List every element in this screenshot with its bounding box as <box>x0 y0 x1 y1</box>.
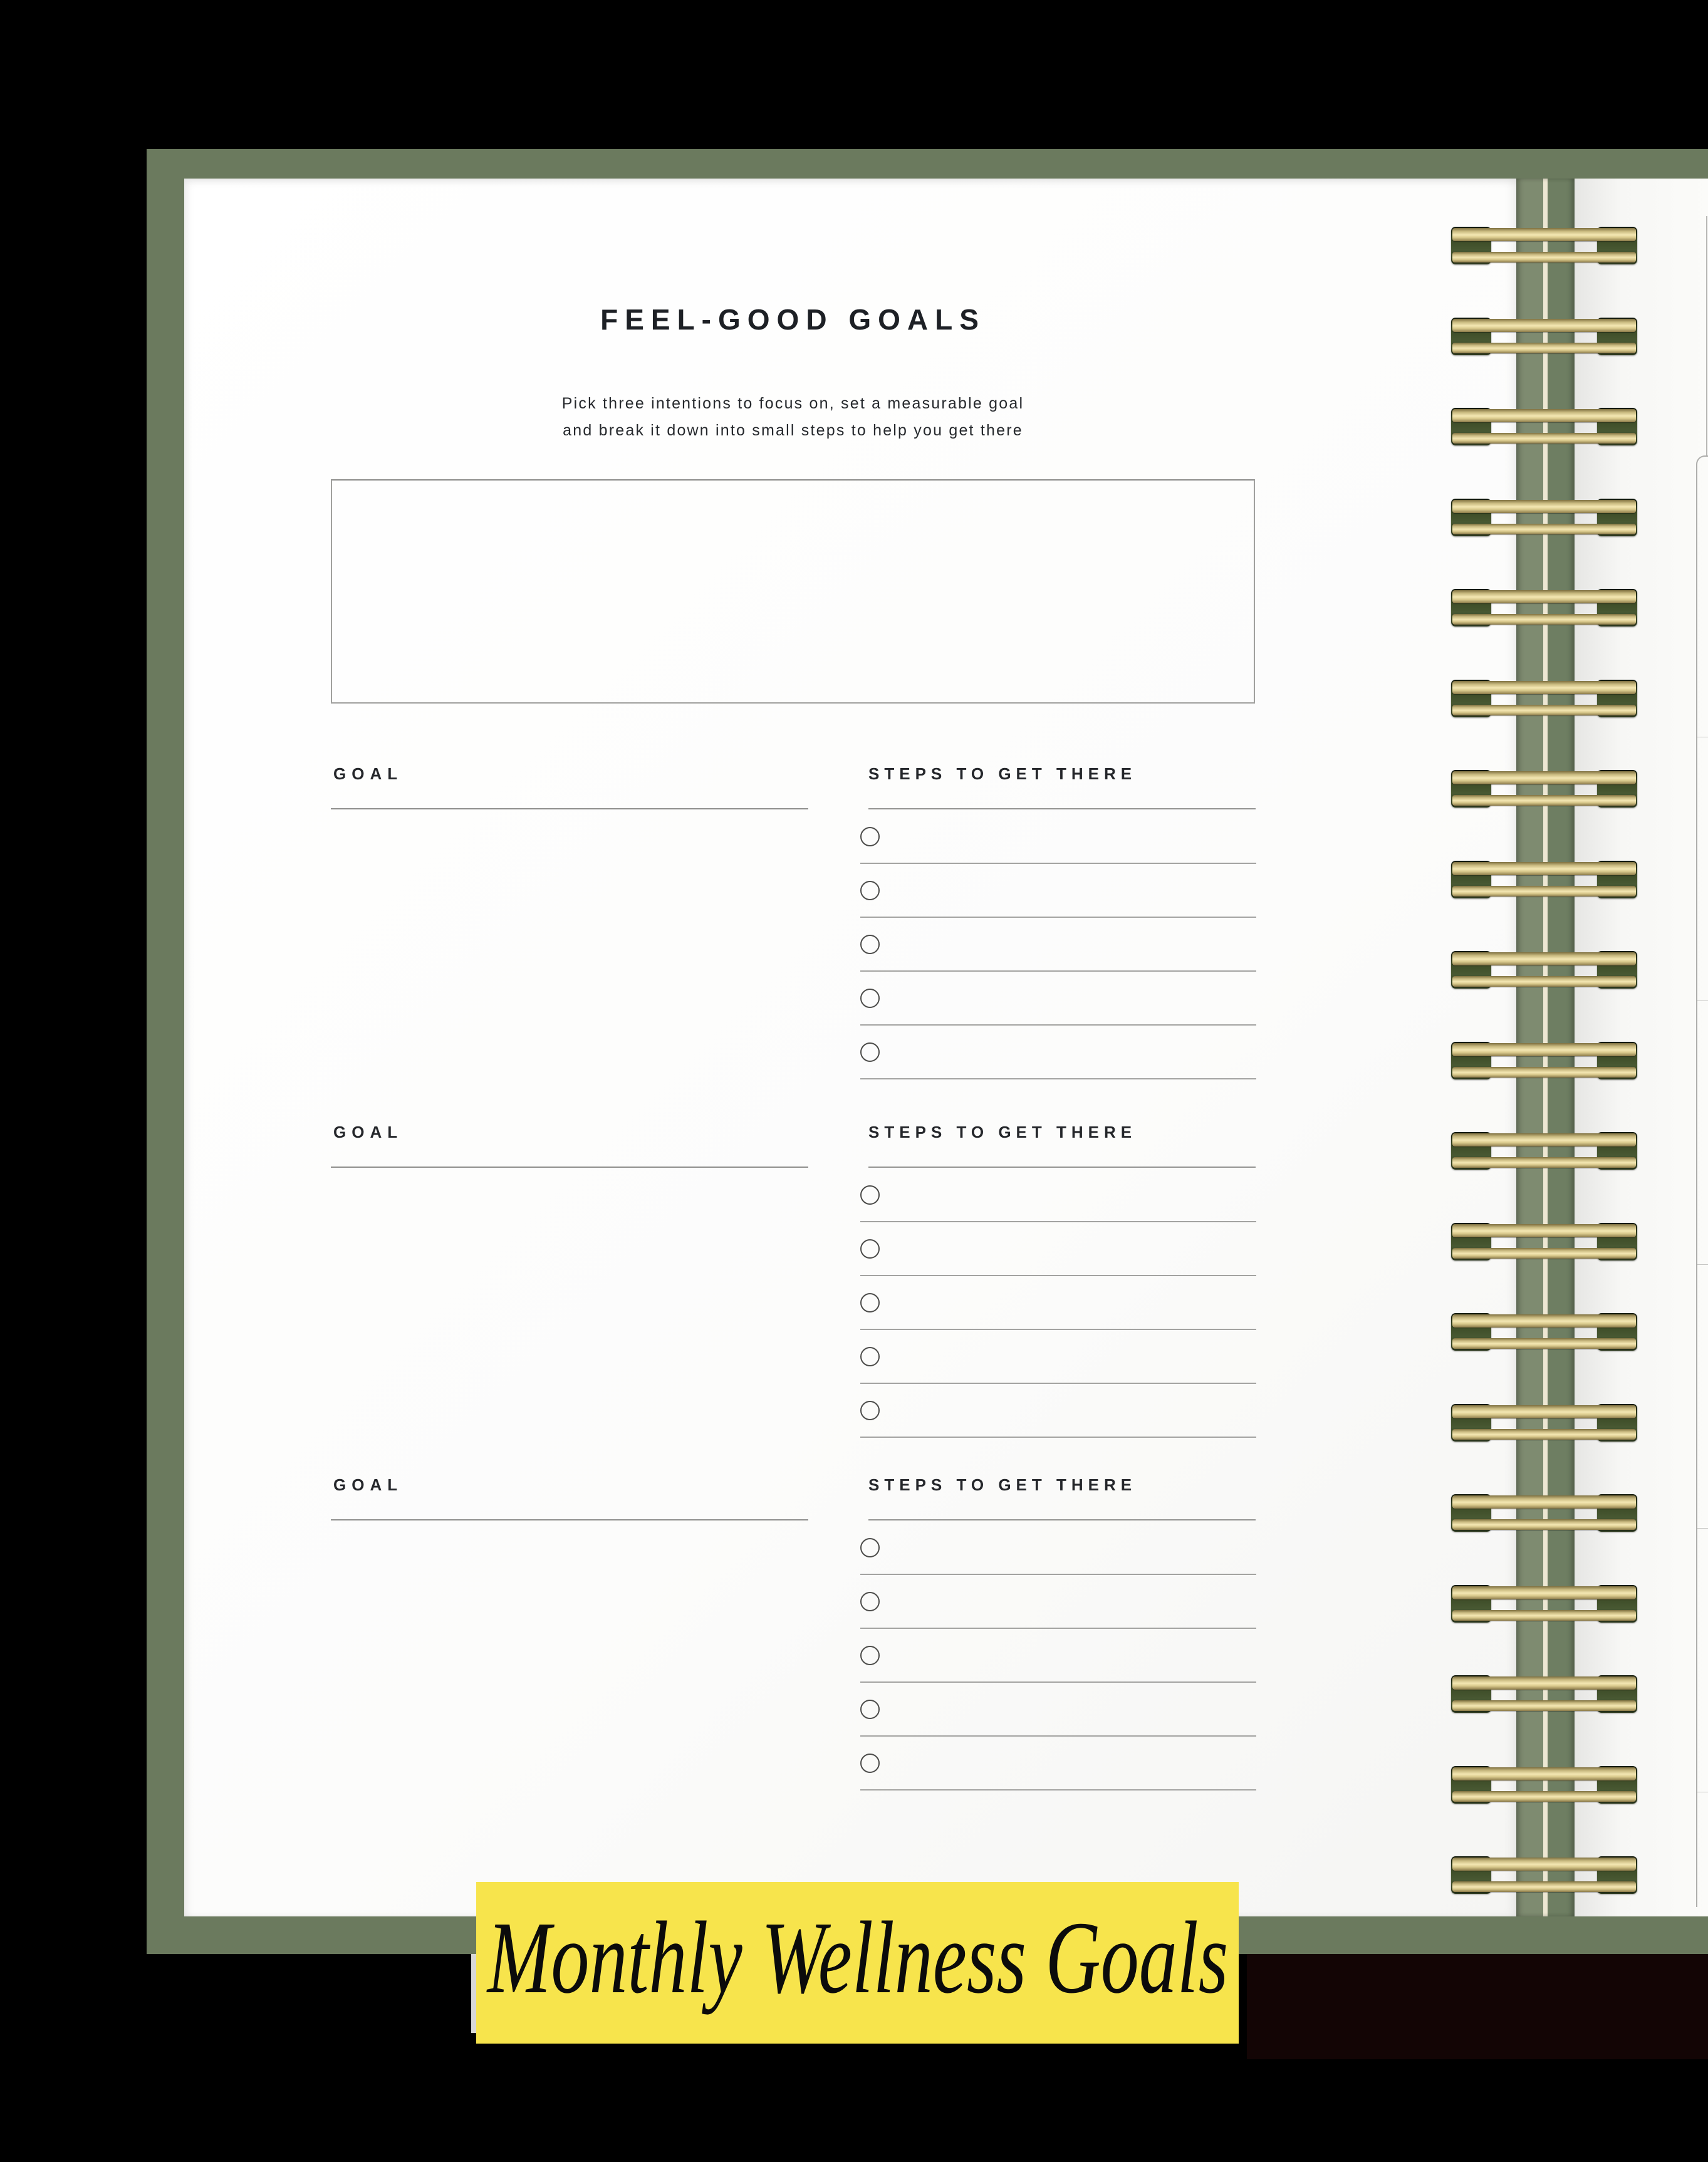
intentions-notes-box[interactable] <box>331 479 1255 704</box>
binding-ring <box>1451 770 1637 808</box>
step-write-line[interactable] <box>860 1383 1256 1384</box>
ring-gold-top-bar <box>1452 228 1636 241</box>
step-write-line[interactable] <box>860 1681 1256 1683</box>
binding-ring <box>1451 1766 1637 1804</box>
ring-gold-bottom-bar <box>1452 614 1636 625</box>
page-title: FEEL-GOOD GOALS <box>600 303 986 336</box>
step-write-line[interactable] <box>860 1437 1256 1438</box>
binding-ring <box>1451 318 1637 355</box>
step-write-line[interactable] <box>860 1789 1256 1790</box>
step-checkbox-circle[interactable] <box>860 1347 880 1366</box>
step-checkbox-circle[interactable] <box>860 1401 880 1420</box>
steps-label: STEPS TO GET THERE <box>868 1123 1137 1141</box>
ring-gold-top-bar <box>1452 952 1636 965</box>
ring-gold-bottom-bar <box>1452 886 1636 897</box>
goal-label: GOAL <box>333 764 404 783</box>
step-write-line[interactable] <box>860 1628 1256 1629</box>
steps-label: STEPS TO GET THERE <box>868 1475 1137 1494</box>
binding-ring <box>1451 1313 1637 1351</box>
step-write-line[interactable] <box>860 1078 1256 1079</box>
subtitle-line-2: and break it down into small steps to help you get there <box>563 422 1023 439</box>
next-page-border-line <box>1706 216 1707 455</box>
ring-gold-bottom-bar <box>1452 976 1636 987</box>
step-write-line[interactable] <box>860 1221 1256 1222</box>
next-page-grid-line <box>1697 1264 1708 1265</box>
step-write-line[interactable] <box>860 1024 1256 1026</box>
ring-gold-top-bar <box>1452 1767 1636 1780</box>
binding-ring <box>1451 951 1637 989</box>
binding-ring <box>1451 1585 1637 1623</box>
steps-header-line <box>868 1167 1256 1168</box>
subtitle-line-1: Pick three intentions to focus on, set a measurable goal <box>561 395 1024 412</box>
ring-gold-top-bar <box>1452 1224 1636 1237</box>
ring-gold-top-bar <box>1452 319 1636 332</box>
ring-gold-top-bar <box>1452 681 1636 694</box>
steps-header-line <box>868 808 1256 809</box>
step-checkbox-circle[interactable] <box>860 1646 880 1665</box>
ring-gold-top-bar <box>1452 1586 1636 1599</box>
ring-gold-top-bar <box>1452 771 1636 784</box>
ring-gold-top-bar <box>1452 862 1636 875</box>
step-write-line[interactable] <box>860 1329 1256 1330</box>
banner-title: Monthly Wellness Goals <box>487 1900 1228 2015</box>
step-write-line[interactable] <box>860 1574 1256 1575</box>
step-checkbox-circle[interactable] <box>860 1700 880 1719</box>
ring-gold-bottom-bar <box>1452 1791 1636 1802</box>
binding-ring <box>1451 1042 1637 1079</box>
goal-write-line[interactable] <box>331 1167 808 1168</box>
ring-gold-top-bar <box>1452 1495 1636 1509</box>
ring-gold-top-bar <box>1452 1043 1636 1056</box>
ring-gold-top-bar <box>1452 1858 1636 1871</box>
step-checkbox-circle[interactable] <box>860 1239 880 1259</box>
next-page-grid-corner <box>1696 455 1708 1907</box>
notebook-bottom-shadow <box>1247 1954 1708 2059</box>
binding-ring <box>1451 1675 1637 1713</box>
step-checkbox-circle[interactable] <box>860 881 880 900</box>
page-subtitle <box>331 390 1255 444</box>
binding-ring <box>1451 1856 1637 1894</box>
steps-header-line <box>868 1519 1256 1520</box>
ring-gold-bottom-bar <box>1452 1881 1636 1892</box>
goal-label: GOAL <box>333 1475 404 1494</box>
binding-ring <box>1451 499 1637 536</box>
binding-ring <box>1451 861 1637 898</box>
step-checkbox-circle[interactable] <box>860 1538 880 1557</box>
step-checkbox-circle[interactable] <box>860 827 880 846</box>
goal-write-line[interactable] <box>331 1519 808 1520</box>
ring-gold-top-bar <box>1452 1314 1636 1328</box>
ring-gold-bottom-bar <box>1452 1248 1636 1259</box>
step-write-line[interactable] <box>860 863 1256 864</box>
step-write-line[interactable] <box>860 970 1256 972</box>
ring-gold-bottom-bar <box>1452 1429 1636 1440</box>
binding-ring <box>1451 227 1637 264</box>
step-checkbox-circle[interactable] <box>860 935 880 954</box>
ring-gold-bottom-bar <box>1452 524 1636 534</box>
binding-ring <box>1451 408 1637 445</box>
ring-gold-bottom-bar <box>1452 705 1636 715</box>
ring-gold-bottom-bar <box>1452 1519 1636 1530</box>
binding-ring <box>1451 1404 1637 1442</box>
page-content <box>331 179 1255 1916</box>
step-write-line[interactable] <box>860 1275 1256 1276</box>
ring-gold-top-bar <box>1452 590 1636 603</box>
binding-ring <box>1451 1223 1637 1260</box>
step-checkbox-circle[interactable] <box>860 1185 880 1205</box>
ring-gold-bottom-bar <box>1452 433 1636 444</box>
next-page-grid-line <box>1697 1000 1708 1001</box>
steps-label: STEPS TO GET THERE <box>868 764 1137 783</box>
ring-gold-top-bar <box>1452 500 1636 513</box>
binding-ring <box>1451 680 1637 717</box>
banner-left-edge-highlight <box>471 1954 476 2033</box>
binding-ring <box>1451 1494 1637 1532</box>
ring-gold-bottom-bar <box>1452 795 1636 806</box>
binding-ring <box>1451 589 1637 626</box>
ring-gold-top-bar <box>1452 1133 1636 1146</box>
ring-gold-bottom-bar <box>1452 1338 1636 1349</box>
step-write-line[interactable] <box>860 1735 1256 1737</box>
step-checkbox-circle[interactable] <box>860 1293 880 1312</box>
ring-gold-top-bar <box>1452 409 1636 422</box>
step-checkbox-circle[interactable] <box>860 1754 880 1773</box>
binding-ring <box>1451 1132 1637 1170</box>
ring-gold-top-bar <box>1452 1405 1636 1418</box>
ring-gold-bottom-bar <box>1452 1157 1636 1168</box>
ring-gold-bottom-bar <box>1452 343 1636 353</box>
step-write-line[interactable] <box>860 917 1256 918</box>
ring-gold-bottom-bar <box>1452 1067 1636 1078</box>
monthly-wellness-goals-banner <box>476 1882 1239 2044</box>
next-page-grid-line <box>1697 1528 1708 1529</box>
step-checkbox-circle[interactable] <box>860 989 880 1008</box>
step-checkbox-circle[interactable] <box>860 1042 880 1062</box>
ring-gold-bottom-bar <box>1452 252 1636 262</box>
ring-gold-top-bar <box>1452 1676 1636 1690</box>
ring-gold-bottom-bar <box>1452 1610 1636 1621</box>
goal-write-line[interactable] <box>331 808 808 809</box>
goal-label: GOAL <box>333 1123 404 1141</box>
ring-gold-bottom-bar <box>1452 1700 1636 1711</box>
step-checkbox-circle[interactable] <box>860 1592 880 1611</box>
